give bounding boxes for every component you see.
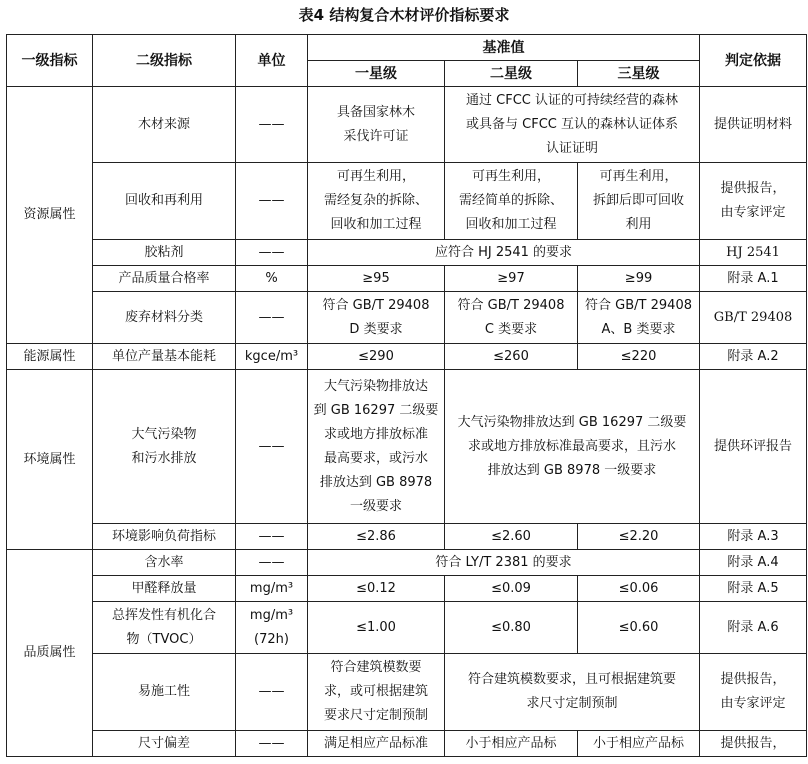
row-basis: 提供报告， 由专家评定: [700, 163, 807, 240]
row-basis: 附录 A.2: [700, 344, 807, 370]
row-basis: 附录 A.3: [700, 524, 807, 550]
row-name: 产品质量合格率: [93, 266, 236, 292]
row-star1: ≤1.00: [308, 602, 445, 654]
table-row: [7, 344, 807, 370]
row-basis: GB/T 29408: [700, 292, 807, 344]
row-star2: 可再生利用， 需经简单的拆除、 回收和加工过程: [445, 163, 578, 240]
row-name: 回收和再利用: [93, 163, 236, 240]
row-unit: kgce/m³: [236, 344, 308, 370]
group-resource: 资源属性: [7, 87, 93, 344]
row-name: 单位产量基本能耗: [93, 344, 236, 370]
row-star1: 满足相应产品标准: [308, 731, 445, 757]
row-basis: 提供报告，: [700, 731, 807, 757]
table-title: 表4 结构复合木材评价指标要求: [298, 6, 510, 24]
row-unit: ——: [236, 731, 308, 757]
row-all-stars: 符合 LY/T 2381 的要求: [308, 550, 700, 576]
row-basis: 提供环评报告: [700, 370, 807, 524]
row-star3: ≤0.60: [578, 602, 700, 654]
row-star1: 具备国家林木 采伐许可证: [308, 87, 445, 163]
row-unit: mg/m³: [236, 576, 308, 602]
row-star3: 小于相应产品标: [578, 731, 700, 757]
row-star3: 符合 GB/T 29408 A、B 类要求: [578, 292, 700, 344]
row-unit: ——: [236, 550, 308, 576]
row-star2: ≤260: [445, 344, 578, 370]
table-row: [7, 524, 807, 550]
row-star3: ≥99: [578, 266, 700, 292]
table-row: [7, 266, 807, 292]
row-star1: ≤2.86: [308, 524, 445, 550]
row-unit: ——: [236, 240, 308, 266]
row-star1: 符合 GB/T 29408 D 类要求: [308, 292, 445, 344]
row-star2: 小于相应产品标: [445, 731, 578, 757]
row-basis: 附录 A.5: [700, 576, 807, 602]
row-star1: 符合建筑模数要 求，或可根据建筑 要求尺寸定制预制: [308, 654, 445, 731]
header-basis: 判定依据: [700, 35, 807, 87]
table-row: [7, 240, 807, 266]
row-star3: ≤220: [578, 344, 700, 370]
row-name: 大气污染物 和污水排放: [93, 370, 236, 524]
table-row: [7, 87, 807, 163]
row-star23: 符合建筑模数要求，且可根据建筑要 求尺寸定制预制: [445, 654, 700, 731]
row-basis: HJ 2541: [700, 240, 807, 266]
row-star1: 大气污染物排放达 到 GB 16297 二级要 求或地方排放标准 最高要求，或污水 排放达到 GB 8978 一级要求: [308, 370, 445, 524]
row-name: 废弃材料分类: [93, 292, 236, 344]
row-star3: ≤0.06: [578, 576, 700, 602]
row-unit: ——: [236, 370, 308, 524]
header-star2: 二星级: [445, 61, 578, 87]
row-name: 木材来源: [93, 87, 236, 163]
table-row: [7, 654, 807, 731]
group-energy: 能源属性: [7, 344, 93, 370]
header-row-1: [7, 35, 807, 61]
header-star3: 三星级: [578, 61, 700, 87]
row-unit: ——: [236, 654, 308, 731]
row-name: 易施工性: [93, 654, 236, 731]
row-basis: 附录 A.4: [700, 550, 807, 576]
row-unit: ——: [236, 524, 308, 550]
row-basis: 提供报告， 由专家评定: [700, 654, 807, 731]
table-row: [7, 550, 807, 576]
row-basis: 附录 A.6: [700, 602, 807, 654]
row-unit: ——: [236, 292, 308, 344]
group-quality: 品质属性: [7, 550, 93, 757]
row-basis: 提供证明材料: [700, 87, 807, 163]
row-star1: ≥95: [308, 266, 445, 292]
table-row: [7, 731, 807, 757]
table-row: [7, 602, 807, 654]
row-name: 胶粘剂: [93, 240, 236, 266]
header-star1: 一星级: [308, 61, 445, 87]
row-all-stars: 应符合 HJ 2541 的要求: [308, 240, 700, 266]
header-benchmark: 基准值: [308, 35, 700, 61]
row-star23: 大气污染物排放达到 GB 16297 二级要 求或地方排放标准最高要求，且污水 排放达到 GB 8978 一级要求: [445, 370, 700, 524]
row-name: 甲醛释放量: [93, 576, 236, 602]
row-star1: 可再生利用， 需经复杂的拆除、 回收和加工过程: [308, 163, 445, 240]
row-unit: ——: [236, 87, 308, 163]
row-star1: ≤290: [308, 344, 445, 370]
table-row: [7, 576, 807, 602]
row-name: 环境影响负荷指标: [93, 524, 236, 550]
row-star23: 通过 CFCC 认证的可持续经营的森林 或具备与 CFCC 互认的森林认证体系 认证证明: [445, 87, 700, 163]
group-environment: 环境属性: [7, 370, 93, 550]
table-row: [7, 163, 807, 240]
row-name: 总挥发性有机化合 物（TVOC）: [93, 602, 236, 654]
row-star2: 符合 GB/T 29408 C 类要求: [445, 292, 578, 344]
header-unit: 单位: [236, 35, 308, 87]
row-star3: ≤2.20: [578, 524, 700, 550]
header-level1: 一级指标: [7, 35, 93, 87]
row-star2: ≤0.09: [445, 576, 578, 602]
row-star3: 可再生利用， 拆卸后即可回收 利用: [578, 163, 700, 240]
row-star1: ≤0.12: [308, 576, 445, 602]
evaluation-index-table: [6, 34, 807, 757]
header-level2: 二级指标: [93, 35, 236, 87]
row-star2: ≤2.60: [445, 524, 578, 550]
row-name: 尺寸偏差: [93, 731, 236, 757]
row-unit: %: [236, 266, 308, 292]
row-name: 含水率: [93, 550, 236, 576]
row-unit: ——: [236, 163, 308, 240]
row-star2: ≤0.80: [445, 602, 578, 654]
row-star2: ≥97: [445, 266, 578, 292]
table-row: [7, 292, 807, 344]
row-unit: mg/m³ (72h): [236, 602, 308, 654]
row-basis: 附录 A.1: [700, 266, 807, 292]
table-row: [7, 370, 807, 524]
